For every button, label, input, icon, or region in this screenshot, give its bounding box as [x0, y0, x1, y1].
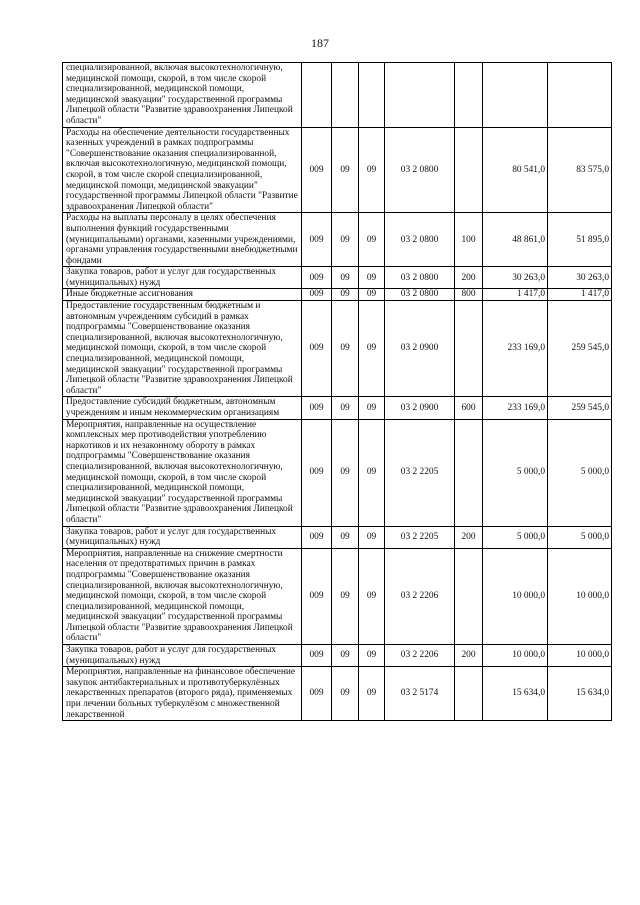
- amount-year1-cell: 48 861,0: [483, 213, 548, 267]
- amount-year1-cell: 233 169,0: [483, 301, 548, 397]
- ministry-code-cell: 009: [302, 397, 332, 419]
- ministry-code-cell: 009: [302, 419, 332, 526]
- amount-year2-cell: 259 545,0: [548, 397, 612, 419]
- table-row: [63, 301, 612, 397]
- subsection-code-cell: 09: [359, 419, 385, 526]
- amount-year1-cell: 233 169,0: [483, 397, 548, 419]
- table-row: [63, 127, 612, 213]
- ministry-code-cell: [302, 63, 332, 128]
- section-code-cell: 09: [332, 667, 359, 721]
- amount-year2-cell: 1 417,0: [548, 289, 612, 301]
- subsection-code-cell: 09: [359, 289, 385, 301]
- section-code-cell: 09: [332, 267, 359, 289]
- row-name-cell: Предоставление государственным бюджетным и автономным учреждениям субсидий в рамках подпрограммы "Совершенствование оказания специализированной, включая высокотехнологичную, медицинской помощи, скорой, в том числе скорой специализированной, медицинской помощи, медицинской эвакуации" государственной программы Липецкой области "Развитие здравоохранения Липецкой области": [63, 301, 302, 397]
- table-row: [63, 667, 612, 721]
- section-code-cell: [332, 63, 359, 128]
- subsection-code-cell: 09: [359, 397, 385, 419]
- amount-year2-cell: 259 545,0: [548, 301, 612, 397]
- ministry-code-cell: 009: [302, 548, 332, 644]
- row-name-cell: Закупка товаров, работ и услуг для государственных (муниципальных) нужд: [63, 526, 302, 548]
- expense-type-cell: 800: [455, 289, 483, 301]
- ministry-code-cell: 009: [302, 667, 332, 721]
- expense-type-cell: 200: [455, 645, 483, 667]
- amount-year1-cell: 5 000,0: [483, 419, 548, 526]
- table-row: [63, 548, 612, 644]
- ministry-code-cell: 009: [302, 526, 332, 548]
- expense-type-cell: [455, 127, 483, 213]
- subsection-code-cell: 09: [359, 548, 385, 644]
- amount-year2-cell: 51 895,0: [548, 213, 612, 267]
- amount-year2-cell: 30 263,0: [548, 267, 612, 289]
- section-code-cell: 09: [332, 301, 359, 397]
- row-name-cell: специализированной, включая высокотехнологичную, медицинской помощи, скорой, в том числе скорой специализированной, медицинской помощи, медицинской эвакуации" государственной программы Липецкой области "Развитие здравоохранения Липецкой области": [63, 63, 302, 128]
- table-row: [63, 397, 612, 419]
- row-name-cell: Мероприятия, направленные на осуществление комплексных мер противодействия употреблению наркотиков и их незаконному обороту в рамках подпрограммы "Совершенствование оказания специализированной, включая высокотехнологичную, медицинской помощи, скорой, в том числе скорой специализированной, медицинской помощи, медицинской эвакуации" государственной программы Липецкой области "Развитие здравоохранения Липецкой области": [63, 419, 302, 526]
- amount-year1-cell: 15 634,0: [483, 667, 548, 721]
- target-article-cell: 03 2 0800: [385, 267, 455, 289]
- amount-year1-cell: 10 000,0: [483, 548, 548, 644]
- expense-type-cell: 200: [455, 267, 483, 289]
- amount-year1-cell: [483, 63, 548, 128]
- amount-year1-cell: 1 417,0: [483, 289, 548, 301]
- expense-type-cell: [455, 419, 483, 526]
- target-article-cell: 03 2 0900: [385, 301, 455, 397]
- expense-type-cell: [455, 63, 483, 128]
- amount-year1-cell: 80 541,0: [483, 127, 548, 213]
- expense-type-cell: 200: [455, 526, 483, 548]
- table-row: [63, 526, 612, 548]
- expense-type-cell: 100: [455, 213, 483, 267]
- amount-year2-cell: 83 575,0: [548, 127, 612, 213]
- subsection-code-cell: 09: [359, 645, 385, 667]
- target-article-cell: 03 2 2205: [385, 419, 455, 526]
- table-row: [63, 289, 612, 301]
- amount-year1-cell: 30 263,0: [483, 267, 548, 289]
- amount-year2-cell: [548, 63, 612, 128]
- target-article-cell: 03 2 0800: [385, 289, 455, 301]
- section-code-cell: 09: [332, 289, 359, 301]
- budget-table: [62, 62, 612, 721]
- table-row: [63, 645, 612, 667]
- amount-year2-cell: 5 000,0: [548, 419, 612, 526]
- ministry-code-cell: 009: [302, 645, 332, 667]
- subsection-code-cell: 09: [359, 267, 385, 289]
- subsection-code-cell: 09: [359, 667, 385, 721]
- target-article-cell: 03 2 0900: [385, 397, 455, 419]
- subsection-code-cell: [359, 63, 385, 128]
- amount-year2-cell: 10 000,0: [548, 548, 612, 644]
- expense-type-cell: [455, 548, 483, 644]
- section-code-cell: 09: [332, 548, 359, 644]
- section-code-cell: 09: [332, 213, 359, 267]
- target-article-cell: 03 2 0800: [385, 213, 455, 267]
- ministry-code-cell: 009: [302, 267, 332, 289]
- section-code-cell: 09: [332, 645, 359, 667]
- row-name-cell: Мероприятия, направленные на снижение смертности населения от предотвратимых причин в рамках подпрограммы "Совершенствование оказания специализированной, включая высокотехнологичную, медицинской помощи, скорой, в том числе скорой специализированной, медицинской помощи, медицинской эвакуации" государственной программы Липецкой области "Развитие здравоохранения Липецкой области": [63, 548, 302, 644]
- subsection-code-cell: 09: [359, 526, 385, 548]
- amount-year1-cell: 10 000,0: [483, 645, 548, 667]
- ministry-code-cell: 009: [302, 301, 332, 397]
- expense-type-cell: [455, 301, 483, 397]
- row-name-cell: Расходы на обеспечение деятельности государственных казенных учреждений в рамках подпрограммы "Совершенствование оказания специализированной, включая высокотехнологичную, медицинской помощи, скорой, в том числе скорой специализированной, медицинской помощи, медицинской эвакуации" государственной программы Липецкой области "Развитие здравоохранения Липецкой области": [63, 127, 302, 213]
- row-name-cell: Закупка товаров, работ и услуг для государственных (муниципальных) нужд: [63, 267, 302, 289]
- table-row: [63, 213, 612, 267]
- target-article-cell: [385, 63, 455, 128]
- target-article-cell: 03 2 5174: [385, 667, 455, 721]
- expense-type-cell: 600: [455, 397, 483, 419]
- table-row: [63, 63, 612, 128]
- subsection-code-cell: 09: [359, 301, 385, 397]
- amount-year2-cell: 15 634,0: [548, 667, 612, 721]
- subsection-code-cell: 09: [359, 213, 385, 267]
- target-article-cell: 03 2 0800: [385, 127, 455, 213]
- amount-year2-cell: 10 000,0: [548, 645, 612, 667]
- section-code-cell: 09: [332, 419, 359, 526]
- table-row: [63, 267, 612, 289]
- subsection-code-cell: 09: [359, 127, 385, 213]
- section-code-cell: 09: [332, 397, 359, 419]
- section-code-cell: 09: [332, 127, 359, 213]
- target-article-cell: 03 2 2205: [385, 526, 455, 548]
- row-name-cell: Иные бюджетные ассигнования: [63, 289, 302, 301]
- table-row: [63, 419, 612, 526]
- row-name-cell: Предоставление субсидий бюджетным, автономным учреждениям и иным некоммерческим организациям: [63, 397, 302, 419]
- amount-year2-cell: 5 000,0: [548, 526, 612, 548]
- target-article-cell: 03 2 2206: [385, 548, 455, 644]
- ministry-code-cell: 009: [302, 127, 332, 213]
- target-article-cell: 03 2 2206: [385, 645, 455, 667]
- ministry-code-cell: 009: [302, 289, 332, 301]
- amount-year1-cell: 5 000,0: [483, 526, 548, 548]
- page-number: 187: [311, 36, 329, 50]
- row-name-cell: Закупка товаров, работ и услуг для государственных (муниципальных) нужд: [63, 645, 302, 667]
- row-name-cell: Мероприятия, направленные на финансовое обеспечение закупок антибактериальных и противотуберкулёзных лекарственных препаратов (второго ряда), применяемых при лечении больных туберкулёзом с множественной лекарственной: [63, 667, 302, 721]
- section-code-cell: 09: [332, 526, 359, 548]
- expense-type-cell: [455, 667, 483, 721]
- row-name-cell: Расходы на выплаты персоналу в целях обеспечения выполнения функций государственными (муниципальными) органами, казенными учреждениями, органами управления государственными внебюджетными фондами: [63, 213, 302, 267]
- ministry-code-cell: 009: [302, 213, 332, 267]
- budget-table-body: [63, 63, 612, 721]
